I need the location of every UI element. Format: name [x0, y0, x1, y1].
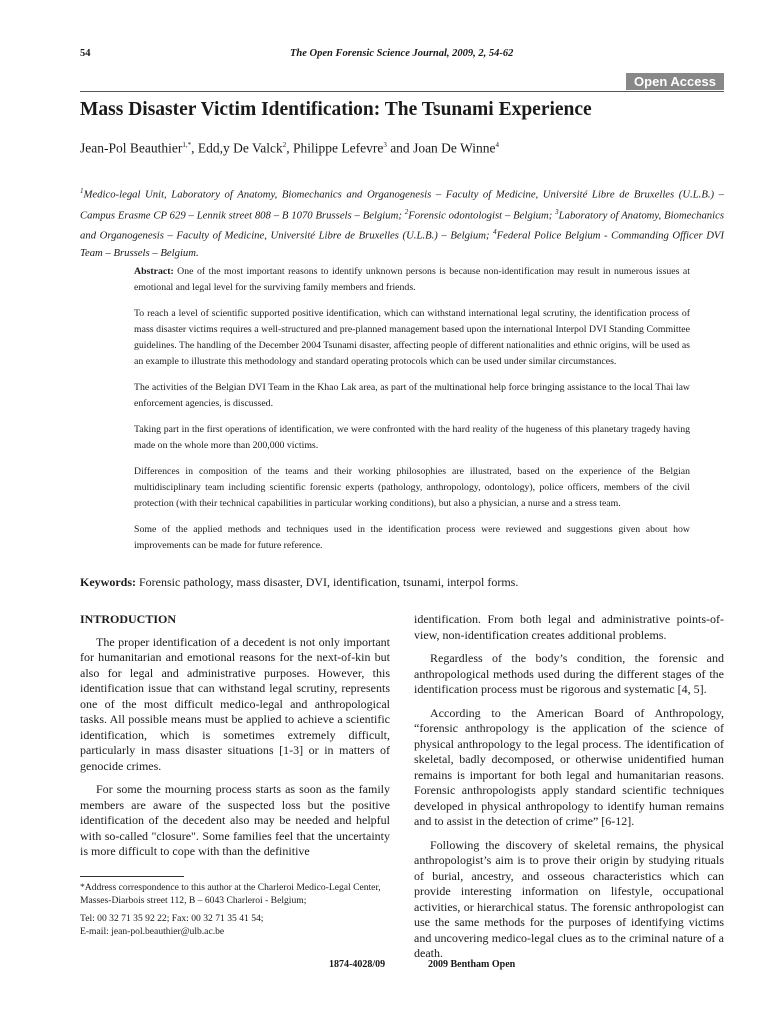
author-affiliation-marker: 4	[495, 141, 499, 149]
body-paragraph: For some the mourning process starts as soon as the family members are aware of the suspected loss but the positive identification of the decedent also may be needed and helpful with so-called "closure". Some families feel that the uncertainty is more difficult to cope with than the definitive	[80, 782, 390, 858]
keywords-text: Forensic pathology, mass disaster, DVI, identification, tsunami, interpol forms.	[136, 575, 519, 589]
author-affiliation-marker: 3	[383, 141, 387, 149]
author-separator: ,	[286, 140, 293, 156]
keywords-label: Keywords:	[80, 575, 136, 589]
abstract-paragraph: The activities of the Belgian DVI Team in the Khao Lak area, as part of the multinational help force bringing assistance to the local Thai law enforcement agencies, is discussed.	[134, 382, 690, 409]
abstract-paragraph: Differences in composition of the teams and their working philosophies are illustrated, based on the experience of the Belgian multidisciplinary team including scientific forensic experts (pathology, anthropology, odontology), police officers, members of the civil protection (with their technical capabilities in particular working conditions), but also a physician, a nurse and a stress team.	[134, 466, 690, 509]
abstract-paragraph: Taking part in the first operations of identification, we were confronted with the hard reality of the hugeness of this planetary tragedy having made on the whole more than 200,000 victims.	[134, 424, 690, 451]
article-title: Mass Disaster Victim Identification: The Tsunami Experience	[80, 99, 592, 120]
affiliation-text: Medico-legal Unit, Laboratory of Anatomy, Biomechanics and Organogenesis – Faculty of Medicine, Université Libre de Bruxelles (U.L.B.) – Campus Erasme CP 629 – Lennik street 808 – B 1070 Brussels – Belgium;	[80, 188, 724, 222]
affiliation-marker: 3	[555, 207, 559, 216]
journal-citation: The Open Forensic Science Journal, 2009, 2, 54-62	[290, 48, 514, 59]
body-column-right	[414, 612, 724, 970]
affiliation-marker: 4	[493, 228, 497, 237]
footer-issn: 1874-4028/09	[329, 959, 386, 970]
abstract-text: One of the most important reasons to identify unknown persons is because non-identification may result in numerous issues at emotional and legal level for the surviving family members and friends.	[134, 266, 690, 293]
affiliation-text: Forensic odontologist – Belgium;	[408, 209, 556, 222]
footer-publisher: 2009 Bentham Open	[428, 959, 516, 970]
abstract-label: Abstract:	[134, 266, 174, 277]
body-column-left	[80, 612, 390, 868]
affiliations	[80, 183, 724, 262]
author-list	[80, 136, 730, 158]
footnote-email: E-mail: jean-pol.beauthier@ulb.ac.be	[80, 925, 225, 937]
open-access-badge: Open Access	[626, 73, 724, 90]
keywords	[80, 574, 724, 590]
author-separator: ,	[191, 140, 198, 156]
body-paragraph: identification. From both legal and administrative points-of-view, non-identification creates additional problems.	[414, 612, 724, 642]
header-rule	[80, 91, 724, 92]
body-paragraph: The proper identification of a decedent is not only important for humanitarian and emotional reasons for the next-of-kin but also for legal and administrative purposes. However, this identification issue that can withstand legal scrutiny, represents one of the most difficult medico-legal and anthropological tasks. All possible means must be applied to achieve a scientific identification, which is sometimes extremely difficult, particularly in mass disaster situations [1-3] or in matters of genocide crimes.	[80, 634, 390, 773]
page-footer	[0, 959, 768, 973]
abstract-paragraph	[134, 264, 690, 296]
author-name: Joan De Winne	[413, 140, 496, 156]
author-affiliation-marker: 2	[282, 141, 287, 149]
abstract-paragraph: To reach a level of scientific supported positive identification, which can withstand international legal scrutiny, the identification process of mass disaster victims requires a well-structured and pre-planned management based upon the international Interpol DVI Standing Committee guidelines. The handling of the December 2004 Tsunami disaster, affecting people of different nationalities and ethnic origins, will be used as an example to illustrate this methodology and standard operating protocols which can be used under similar circumstances.	[134, 308, 690, 367]
page-number: 54	[80, 48, 91, 59]
abstract-paragraph: Some of the applied methods and techniques used in the identification process were reviewed and suggestions given about how improvements can be made for future reference.	[134, 524, 690, 551]
section-heading-introduction: INTRODUCTION	[80, 612, 177, 626]
running-header	[80, 48, 724, 64]
footnote-address: *Address correspondence to this author at the Charleroi Medico-Legal Center, Masses-Diarbois street 112, B – 6043 Charleroi - Belgium;	[80, 882, 381, 906]
affiliation-marker: 2	[404, 207, 409, 216]
footnote-rule	[80, 876, 184, 877]
body-paragraph: According to the American Board of Anthropology, “forensic anthropology is the application of the science of physical anthropology to the legal process. The identification of skeletal, badly decomposed, or otherwise unidentified human remains is important for both legal and humanitarian reasons. Forensic anthropologists apply standard scientific techniques developed in physical anthropology to identify human remains and to assist in the detection of crime” [6-12].	[414, 705, 724, 828]
abstract-block	[134, 264, 690, 564]
author-name: Edd,y De Valck	[197, 140, 283, 156]
author-name: Jean-Pol Beauthier	[80, 140, 183, 156]
author-separator: and	[386, 140, 414, 156]
body-paragraph: Following the discovery of skeletal remains, the physical anthropologist’s aim is to prove their origin by studying rituals of burial, ancestry, and osseous characteristics which can provide interesting information on lifestyle, occupational activities, or hierarchical status. The forensic anthropologist can use the same methods for the purposes of identifying victims and uncovering medico-legal clues as to the criminal nature of a death.	[414, 837, 724, 960]
footnote-phone: Tel: 00 32 71 35 92 22; Fax: 00 32 71 35 41 54;	[80, 913, 264, 924]
affiliation-text: Laboratory of Anatomy, Biomechanics and Organogenesis – Faculty of Medicine, Université Libre de Bruxelles (U.L.B.) – Belgium;	[80, 209, 725, 242]
author-name: Philippe Lefevre	[292, 140, 384, 156]
affiliation-marker: 1	[80, 187, 84, 195]
correspondence-footnote	[80, 882, 392, 938]
body-paragraph: Regardless of the body’s condition, the forensic and anthropological methods used during the different stages of the identification process must be rigorous and systematic [4, 5].	[414, 651, 724, 696]
affiliation-text: Federal Police Belgium - Commanding Officer DVI Team – Brussels – Belgium.	[80, 229, 725, 259]
author-affiliation-marker: 1,*	[182, 141, 192, 149]
